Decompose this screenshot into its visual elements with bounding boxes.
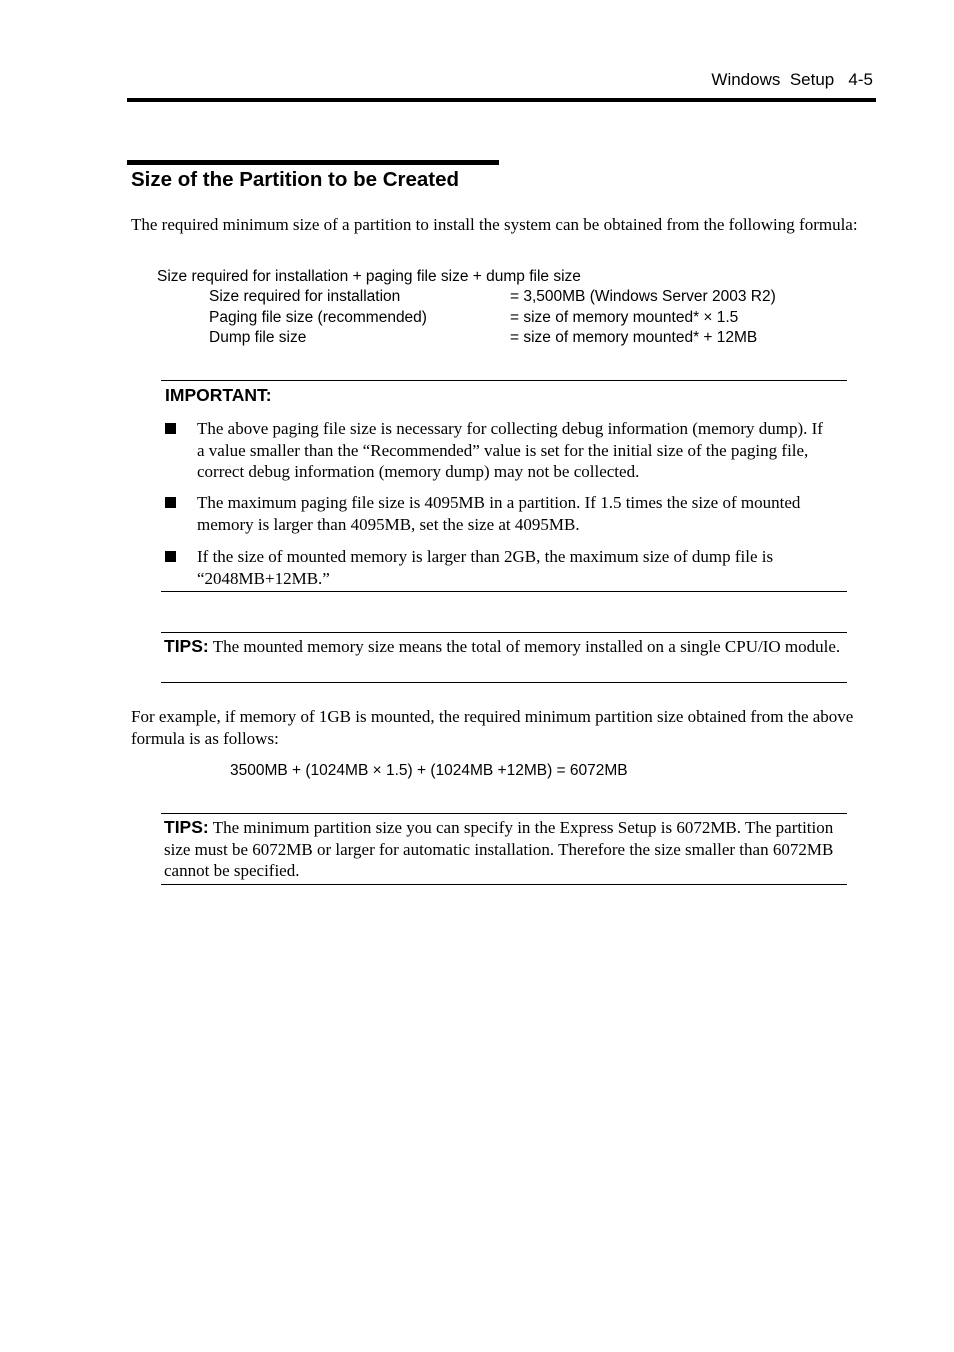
example-paragraph: For example, if memory of 1GB is mounted, the required minimum partition size obtained from the above formula is as follows: [131, 707, 854, 748]
bullet-text: If the size of mounted memory is larger than 2GB, the maximum size of dump file is “2048MB+12MB.” [197, 547, 774, 588]
tips-label: TIPS: [164, 817, 209, 837]
important-box [161, 380, 847, 592]
formula-row-label: Size required for installation [209, 288, 401, 305]
page-number: 4-5 [848, 70, 873, 89]
section-rule [127, 160, 499, 165]
tips-text: The minimum partition size you can specify in the Express Setup is 6072MB. The partition size must be 6072MB or larger for automatic installation. Therefore the size smaller than 6072MB cannot be specified. [164, 818, 834, 880]
important-title: IMPORTANT: [165, 385, 272, 405]
formula-row-value: = size of memory mounted* × 1.5 [510, 309, 739, 326]
running-header [711, 70, 873, 90]
tips-box [161, 813, 847, 885]
section-title: Size of the Partition to be Created [131, 168, 460, 191]
bullet-text: The above paging file size is necessary for collecting debug information (memory dump). If a value smaller than the “Recommended” value is set for the initial size of the paging file, correct debug information (memory dump) may not be collected. [197, 419, 823, 481]
tips-box [161, 632, 847, 683]
formula-row-value: = 3,500MB (Windows Server 2003 R2) [510, 288, 776, 305]
formula-row-label: Paging file size (recommended) [209, 309, 427, 326]
formula-row-value: = size of memory mounted* + 12MB [510, 329, 758, 346]
header-title: Windows Setup [711, 70, 835, 89]
formula-row [209, 329, 829, 349]
formula-row-label: Dump file size [209, 329, 307, 346]
formula-heading: Size required for installation + paging file size + dump file size [157, 268, 581, 285]
formula-row [209, 309, 829, 329]
square-bullet-icon [165, 551, 176, 562]
square-bullet-icon [165, 423, 176, 434]
tips-label: TIPS: [164, 636, 209, 656]
square-bullet-icon [165, 497, 176, 508]
tips-paragraph [164, 817, 844, 882]
tips-paragraph [164, 636, 844, 658]
bullet-text: The maximum paging file size is 4095MB in a partition. If 1.5 times the size of mounted memory is larger than 4095MB, set the size at 4095MB. [197, 493, 801, 534]
intro-paragraph: The required minimum size of a partition to install the system can be obtained from the following formula: [131, 215, 858, 234]
tips-text: The mounted memory size means the total of memory installed on a single CPU/IO module. [212, 637, 841, 656]
header-rule [127, 98, 876, 102]
formula-row [209, 288, 829, 308]
example-calculation: 3500MB + (1024MB × 1.5) + (1024MB +12MB) = 6072MB [230, 762, 628, 779]
